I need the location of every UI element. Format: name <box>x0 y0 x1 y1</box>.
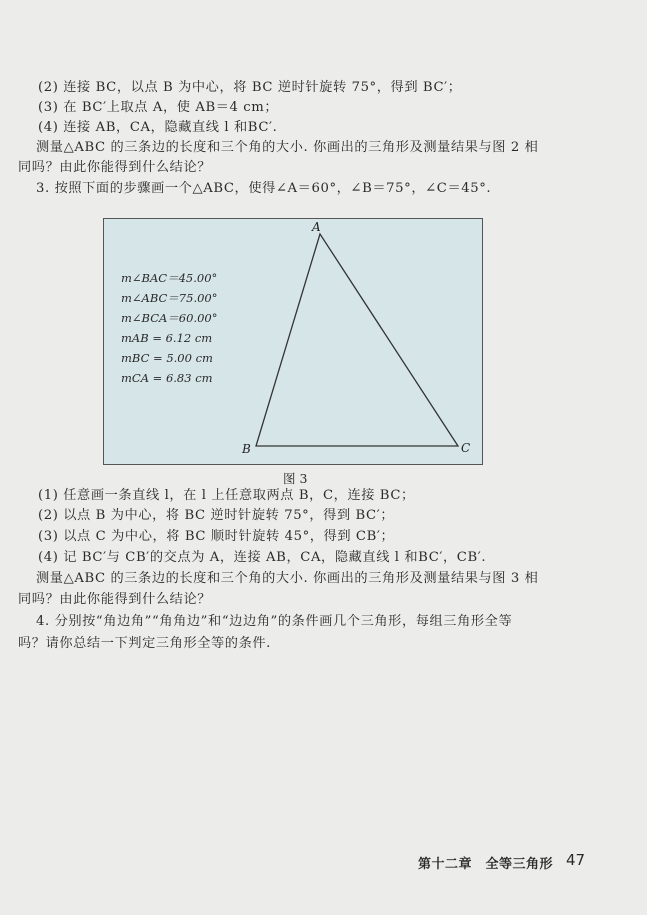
exercise-4-line-2: 吗？请你总结一下判定三角形全等的条件. <box>18 636 271 651</box>
exercise-3-heading: 3. 按照下面的步骤画一个△ABC，使得∠A＝60°，∠B＝75°，∠C＝45°. <box>36 181 492 196</box>
step-2-text: (2) 连接 BC，以点 B 为中心，将 BC 逆时针旋转 75°，得到 BC′； <box>38 80 462 95</box>
figure-caption: 图 3 <box>283 471 308 486</box>
question-fig3-line-2: 同吗？由此你能得到什么结论？ <box>18 592 212 607</box>
question-fig3-line-1: 测量△ABC 的三条边的长度和三个角的大小. 你画出的三角形及测量结果与图 3 相 <box>36 571 539 586</box>
measure-side-ca: mCA = 6.83 cm <box>121 371 213 385</box>
construct-step-4: (4) 记 BC′与 CB′的交点为 A，连接 AB，CA，隐藏直线 l 和BC′，CB′. <box>38 550 487 565</box>
triangle-abc <box>256 234 458 446</box>
question-line-2: 同吗？由此你能得到什么结论？ <box>18 160 212 175</box>
measure-angle-bac: m∠BAC＝45.00° <box>121 271 218 285</box>
vertex-label-c: C <box>461 441 471 455</box>
construct-step-3: (3) 以点 C 为中心，将 BC 顺时针旋转 45°，得到 CB′； <box>38 529 395 544</box>
measure-angle-bca: m∠BCA＝60.00° <box>121 311 218 325</box>
vertex-label-b: B <box>242 442 251 456</box>
construct-step-2: (2) 以点 B 为中心，将 BC 逆时针旋转 75°，得到 BC′； <box>38 508 395 523</box>
geometry-figure <box>103 218 483 465</box>
question-line-1: 测量△ABC 的三条边的长度和三个角的大小. 你画出的三角形及测量结果与图 2 相 <box>36 140 539 155</box>
exercise-4-line-1: 4. 分别按“角边角”“角角边”和“边边角”的条件画几个三角形，每组三角形全等 <box>36 614 513 629</box>
measure-side-bc: mBC = 5.00 cm <box>121 351 213 365</box>
chapter-title: 第十二章 全等三角形 <box>418 857 554 872</box>
vertex-label-a: A <box>312 220 321 234</box>
construct-step-1: (1) 任意画一条直线 l，在 l 上任意取两点 B，C，连接 BC； <box>38 488 415 503</box>
page-number: 47 <box>566 851 586 869</box>
measure-side-ab: mAB = 6.12 cm <box>121 331 213 345</box>
step-3-text: (3) 在 BC′上取点 A，使 AB＝4 cm； <box>38 100 279 115</box>
measure-angle-abc: m∠ABC＝75.00° <box>121 291 218 305</box>
step-4-text: (4) 连接 AB，CA，隐藏直线 l 和BC′. <box>38 120 278 135</box>
